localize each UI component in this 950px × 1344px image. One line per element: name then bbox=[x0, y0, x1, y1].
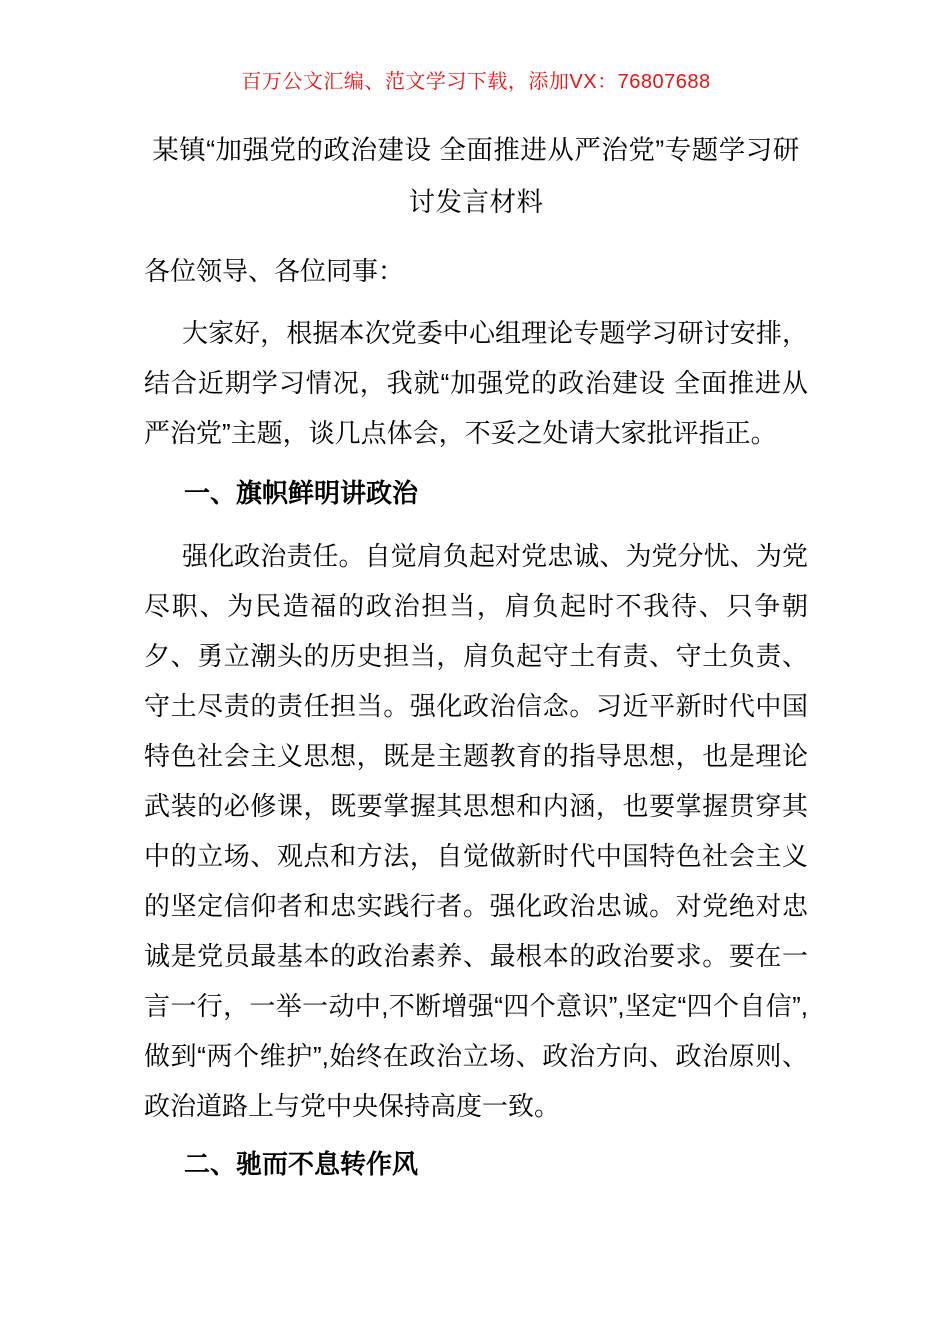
section-2-heading: 二、驰而不息转作风 bbox=[184, 1149, 419, 1179]
section-1-body: 强化政治责任。自觉肩负起对党忠诚、为党分忧、为党尽职、为民造福的政治担当，肩负起时不我待、只争朝夕、勇立潮头的历史担当，肩负起守土有责、守土负责、守土尽责的责任担当。强化政治信念。习近平新时代中国特色社会主义思想，既是主题教育的指导思想，也是理论武装的必修课，既要掌握其思想和内涵，也要掌握贯穿其中的立场、观点和方法，自觉做新时代中国特色社会主义的坚定信仰者和忠实践行者。强化政治忠诚。对党绝对忠诚是党员最基本的政治素养、最根本的政治要求。要在一言一行，一举一动中,不断增强“四个意识”,坚定“四个自信”,做到“两个维护”,始终在政治立场、政治方向、政治原则、政治道路上与党中央保持高度一致。 bbox=[144, 541, 808, 1121]
salutation-line: 各位领导、各位同事： bbox=[144, 256, 405, 286]
promo-banner: 百万公文汇编、范文学习下载，添加VX：76807688 bbox=[241, 71, 711, 93]
section-1-heading: 一、旗帜鲜明讲政治 bbox=[184, 478, 419, 508]
intro-paragraph: 大家好，根据本次党委中心组理论专题学习研讨安排，结合近期学习情况，我就“加强党的政治建设 全面推进从严治党”主题，谈几点体会，不妥之处请大家批评指正。 bbox=[144, 318, 808, 448]
document-title: 某镇“加强党的政治建设 全面推进从严治党”专题学习研讨发言材料 bbox=[152, 135, 800, 217]
